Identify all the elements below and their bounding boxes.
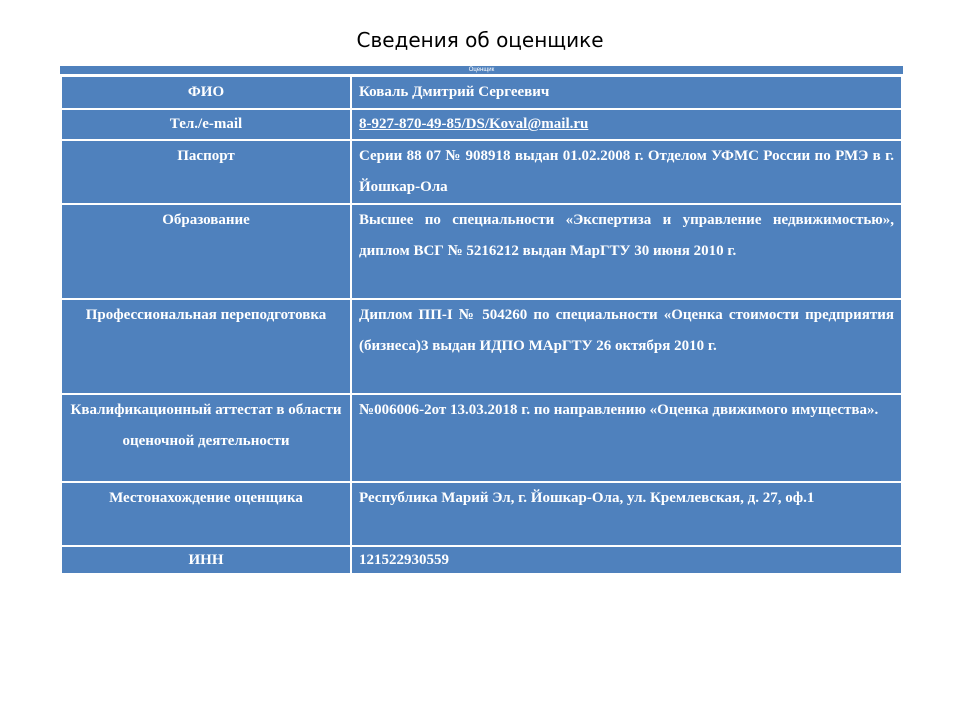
table-row-location xyxy=(61,482,902,546)
email-link[interactable]: 8-927-870-49-85/DS/Koval@mail.ru xyxy=(359,116,589,132)
table-row-fio xyxy=(61,76,902,109)
slide-title: Сведения об оценщике xyxy=(356,28,604,52)
table-row-retraining xyxy=(61,299,902,394)
row-label: Профессиональная переподготовка xyxy=(61,299,351,394)
row-label: ИНН xyxy=(61,546,351,574)
row-value: Республика Марий Эл, г. Йошкар-Ола, ул. Кремлевская, д. 27, оф.1 xyxy=(351,482,902,546)
row-value: Диплом ПП-I № 504260 по специальности «Оценка стоимости предприятия (бизнеса)3 выдан ИДПО МАрГТУ 26 октября 2010 г. xyxy=(351,299,902,394)
table-caption: Оценщик xyxy=(60,66,903,75)
row-label: ФИО xyxy=(61,76,351,109)
appraiser-info-table xyxy=(60,66,903,575)
row-value: №006006-2от 13.03.2018 г. по направлению «Оценка движимого имущества». xyxy=(351,394,902,482)
row-label: Тел./e-mail xyxy=(61,109,351,140)
row-label: Квалификационный аттестат в области оценочной деятельности xyxy=(61,394,351,482)
row-label: Паспорт xyxy=(61,140,351,204)
table-row-inn xyxy=(61,546,902,574)
table-row-passport xyxy=(61,140,902,204)
row-label: Местонахождение оценщика xyxy=(61,482,351,546)
table-row-contacts xyxy=(61,109,902,140)
row-value: Коваль Дмитрий Сергеевич xyxy=(351,76,902,109)
row-value: Серии 88 07 № 908918 выдан 01.02.2008 г. Отделом УФМС России по РМЭ в г. Йошкар-Ола xyxy=(351,140,902,204)
row-value xyxy=(351,109,902,140)
row-value: Высшее по специальности «Экспертиза и управление недвижимостью», диплом ВСГ № 5216212 выдан МарГТУ 30 июня 2010 г. xyxy=(351,204,902,299)
table-row-education xyxy=(61,204,902,299)
table-row-certificate xyxy=(61,394,902,482)
row-value: 121522930559 xyxy=(351,546,902,574)
row-label: Образование xyxy=(61,204,351,299)
